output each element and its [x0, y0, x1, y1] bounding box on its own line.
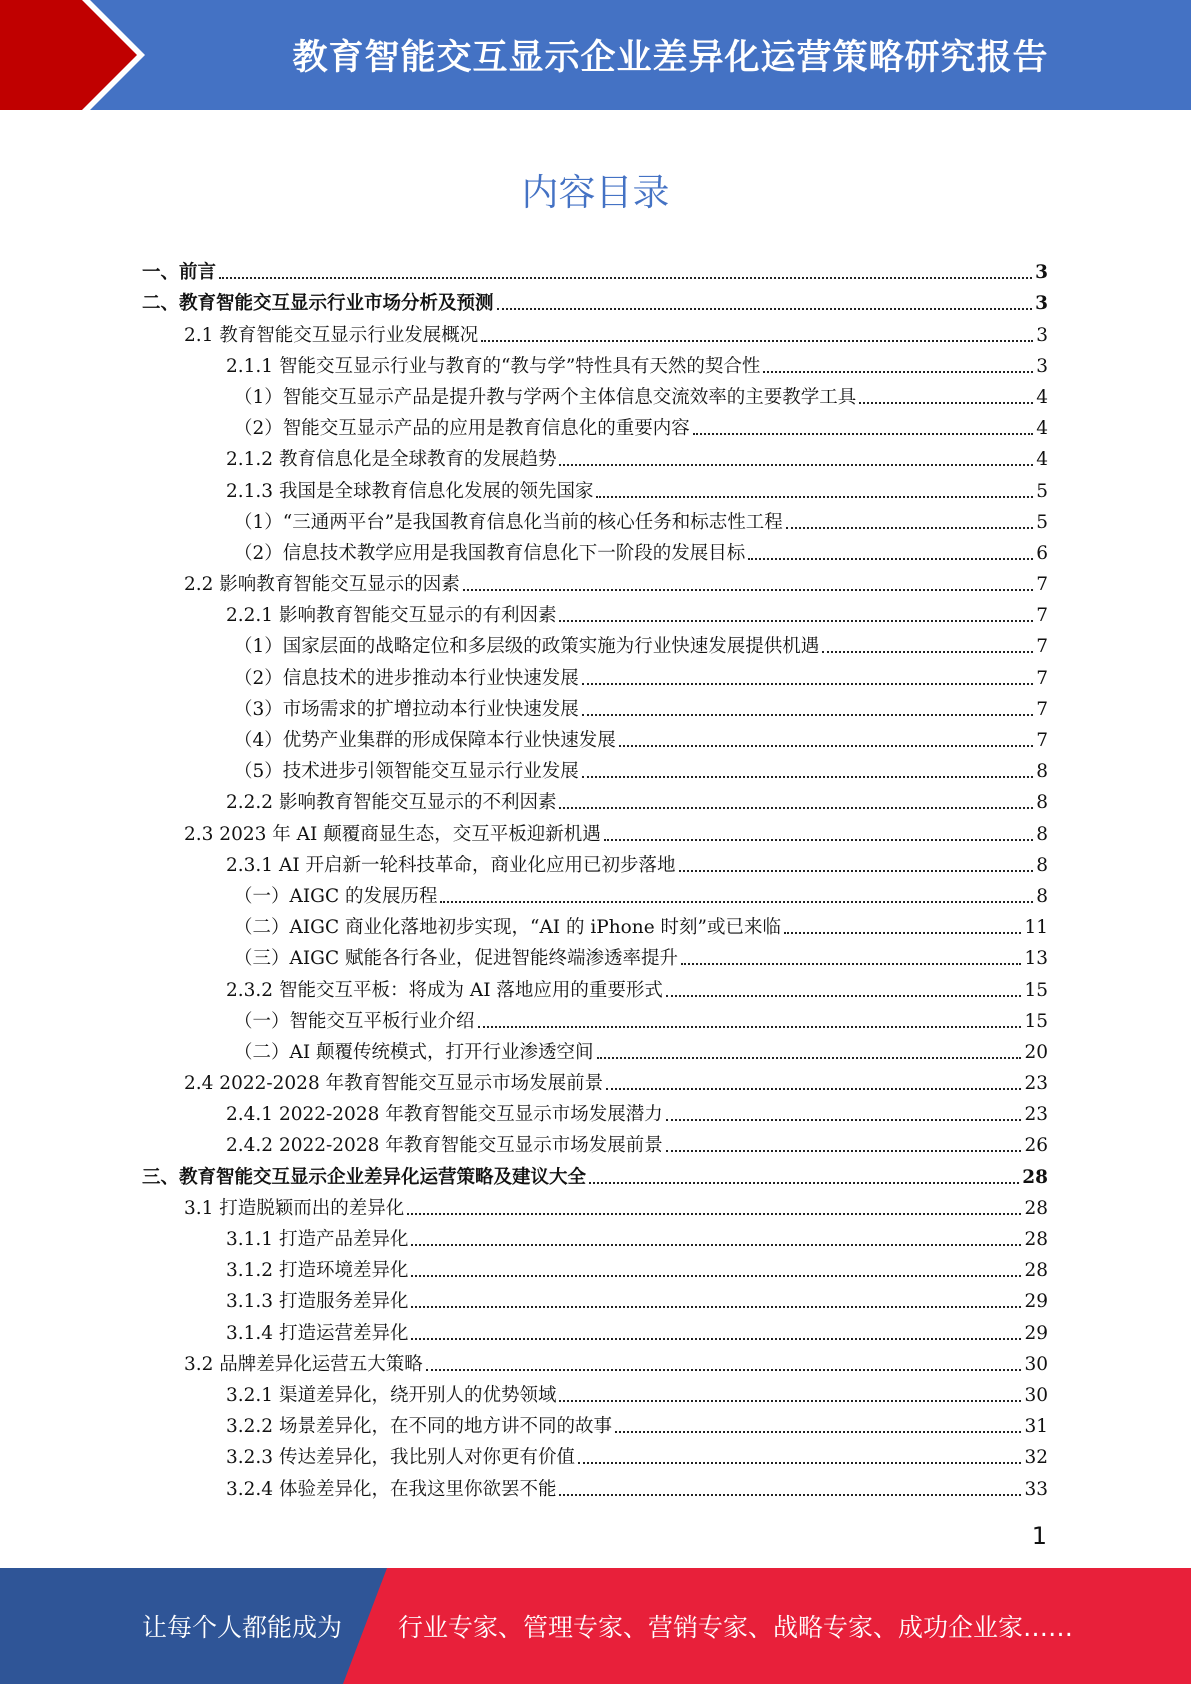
toc-entry[interactable]: [142, 1158, 1048, 1189]
toc-entry-page: 33: [1024, 1478, 1048, 1500]
toc-entry[interactable]: [142, 1314, 1048, 1345]
toc-dot-leader: [559, 806, 1033, 809]
toc-entry[interactable]: [142, 1034, 1048, 1065]
toc-dot-leader: [822, 650, 1033, 653]
toc-dot-leader: [411, 1305, 1021, 1308]
report-header-banner: [0, 0, 1191, 110]
toc-entry-page: 23: [1024, 1104, 1048, 1126]
table-of-contents: [142, 254, 1048, 1502]
toc-entry[interactable]: [142, 971, 1048, 1002]
toc-entry[interactable]: [142, 597, 1048, 628]
toc-entry-page: 3: [1036, 355, 1048, 377]
toc-entry-title: 3.1.1 打造产品差异化: [226, 1229, 409, 1250]
toc-entry-page: 11: [1024, 917, 1048, 939]
toc-entry[interactable]: [142, 753, 1048, 784]
toc-entry-title: 3.1.2 打造环境差异化: [226, 1260, 409, 1282]
toc-entry-title: 2.3.2 智能交互平板：将成为 AI 落地应用的重要形式: [226, 979, 663, 1001]
toc-entry[interactable]: [142, 1190, 1048, 1221]
toc-dot-leader: [666, 1149, 1022, 1152]
toc-entry[interactable]: [142, 1252, 1048, 1283]
toc-entry-title: （三）AIGC 赋能各行各业，促进智能终端渗透率提升: [234, 948, 678, 970]
toc-entry[interactable]: [142, 1065, 1048, 1096]
toc-entry-page: 31: [1024, 1416, 1048, 1438]
toc-heading: 内容目录: [521, 171, 670, 214]
toc-dot-leader: [559, 463, 1033, 466]
toc-entry-page: 29: [1024, 1322, 1048, 1344]
toc-dot-leader: [481, 339, 1033, 342]
toc-dot-leader: [582, 713, 1033, 716]
toc-entry-page: 8: [1036, 885, 1048, 907]
toc-entry-title: （2）信息技术的进步推动本行业快速发展: [234, 667, 579, 689]
toc-entry-title: （一）智能交互平板行业介绍: [234, 1010, 475, 1032]
toc-entry-page: 4: [1036, 386, 1048, 408]
toc-entry[interactable]: [142, 535, 1048, 566]
toc-entry[interactable]: [142, 285, 1048, 316]
toc-entry[interactable]: [142, 722, 1048, 753]
toc-dot-leader: [859, 401, 1033, 404]
toc-entry-page: 7: [1036, 574, 1048, 596]
toc-dot-leader: [619, 744, 1033, 747]
toc-dot-leader: [666, 994, 1022, 997]
toc-dot-leader: [582, 775, 1033, 778]
toc-entry-title: 二、教育智能交互显示行业市场分析及预测: [142, 293, 494, 315]
toc-entry[interactable]: [142, 1221, 1048, 1252]
toc-entry[interactable]: [142, 784, 1048, 815]
toc-dot-leader: [411, 1337, 1021, 1340]
toc-entry[interactable]: [142, 1377, 1048, 1408]
toc-dot-leader: [693, 432, 1033, 435]
toc-entry-title: 3.1.3 打造服务差异化: [226, 1291, 409, 1313]
toc-entry[interactable]: [142, 1283, 1048, 1314]
toc-entry-title: 2.1.3 我国是全球教育信息化发展的领先国家: [226, 480, 594, 502]
toc-entry-title: 2.3.1 AI 开启新一轮科技革命，商业化应用已初步落地: [226, 854, 676, 876]
toc-entry-title: 一、前言: [142, 262, 217, 284]
toc-dot-leader: [440, 900, 1033, 903]
toc-entry-title: 2.3 2023 年 AI 颠覆商显生态，交互平板迎新机遇: [184, 823, 601, 845]
toc-entry[interactable]: [142, 1470, 1048, 1501]
toc-entry-page: 4: [1036, 449, 1048, 471]
toc-entry-page: 28: [1022, 1166, 1048, 1188]
toc-entry[interactable]: [142, 1127, 1048, 1158]
toc-entry-title: 2.4 2022-2028 年教育智能交互显示市场发展前景: [184, 1073, 604, 1095]
toc-entry-title: 2.4.1 2022-2028 年教育智能交互显示市场发展潜力: [226, 1104, 663, 1126]
toc-dot-leader: [219, 276, 1032, 279]
toc-dot-leader: [578, 1461, 1021, 1464]
toc-dot-leader: [559, 619, 1033, 622]
toc-dot-leader: [763, 370, 1033, 373]
toc-entry-page: 5: [1036, 480, 1048, 502]
toc-dot-leader: [666, 1118, 1022, 1121]
toc-dot-leader: [426, 1368, 1022, 1371]
footer-slogan-left: 让每个人都能成为: [142, 1613, 343, 1642]
toc-entry-title: （1）国家层面的战略定位和多层级的政策实施为行业快速发展提供机遇: [234, 636, 820, 658]
toc-entry-page: 7: [1036, 636, 1048, 658]
toc-entry-page: 8: [1036, 823, 1048, 845]
toc-entry[interactable]: [142, 878, 1048, 909]
toc-entry-page: 23: [1024, 1073, 1048, 1095]
toc-entry-title: 3.2.3 传达差异化，我比别人对你更有价值: [226, 1447, 575, 1469]
footer-banner: [0, 1568, 1191, 1684]
toc-entry[interactable]: [142, 909, 1048, 940]
toc-entry-page: 29: [1024, 1291, 1048, 1313]
toc-entry[interactable]: [142, 410, 1048, 441]
toc-entry-title: （二）AI 颠覆传统模式，打开行业渗透空间: [234, 1041, 594, 1063]
toc-entry[interactable]: [142, 316, 1048, 347]
footer-slogan-right: 行业专家、管理专家、营销专家、战略专家、成功企业家……: [398, 1613, 1074, 1642]
toc-dot-leader: [411, 1243, 1021, 1246]
toc-entry-title: 3.1.4 打造运营差异化: [226, 1322, 409, 1344]
toc-entry[interactable]: [142, 815, 1048, 846]
toc-dot-leader: [497, 307, 1033, 310]
toc-entry-title: 2.1 教育智能交互显示行业发展概况: [184, 324, 479, 346]
toc-entry[interactable]: [142, 379, 1048, 410]
toc-entry-page: 13: [1024, 948, 1048, 970]
toc-entry[interactable]: [142, 659, 1048, 690]
toc-dot-leader: [786, 526, 1034, 529]
toc-entry-title: 3.2 品牌差异化运营五大策略: [184, 1353, 423, 1375]
toc-entry-title: （二）AIGC 商业化落地初步实现，“AI 的 iPhone 时刻”或已来临: [234, 917, 781, 939]
toc-entry-page: 15: [1024, 1010, 1048, 1032]
toc-dot-leader: [407, 1212, 1021, 1215]
toc-entry[interactable]: [142, 847, 1048, 878]
toc-entry-title: 2.4.2 2022-2028 年教育智能交互显示市场发展前景: [226, 1135, 663, 1157]
toc-entry[interactable]: [142, 691, 1048, 722]
toc-entry-page: 6: [1036, 542, 1048, 564]
toc-entry-page: 15: [1024, 979, 1048, 1001]
toc-entry[interactable]: [142, 940, 1048, 971]
toc-dot-leader: [463, 588, 1033, 591]
toc-entry-page: 7: [1036, 698, 1048, 720]
toc-entry-title: （4）优势产业集群的形成保障本行业快速发展: [234, 730, 616, 751]
toc-entry-page: 3: [1035, 293, 1048, 315]
report-title: 教育智能交互显示企业差异化运营策略研究报告: [292, 38, 1049, 78]
toc-entry-title: （1）智能交互显示产品是提升教与学两个主体信息交流效率的主要教学工具: [234, 386, 857, 408]
toc-dot-leader: [681, 962, 1021, 965]
toc-entry-page: 8: [1036, 854, 1048, 876]
toc-entry-page: 4: [1036, 418, 1048, 440]
toc-dot-leader: [478, 1025, 1022, 1028]
toc-dot-leader: [615, 1430, 1021, 1433]
toc-dot-leader: [559, 1493, 1021, 1496]
toc-entry-page: 32: [1024, 1447, 1048, 1469]
toc-entry-title: 三、教育智能交互显示企业差异化运营策略及建议大全: [142, 1166, 587, 1188]
toc-entry-page: 3: [1035, 262, 1048, 284]
toc-entry-title: 2.1.2 教育信息化是全球教育的发展趋势: [226, 449, 557, 471]
toc-entry-page: 28: [1024, 1260, 1048, 1282]
toc-dot-leader: [748, 557, 1033, 560]
toc-dot-leader: [604, 838, 1034, 841]
toc-dot-leader: [589, 1181, 1019, 1184]
toc-entry[interactable]: [142, 1439, 1048, 1470]
toc-dot-leader: [582, 682, 1033, 685]
toc-entry-title: （2）信息技术教学应用是我国教育信息化下一阶段的发展目标: [234, 542, 746, 564]
toc-entry-page: 26: [1024, 1135, 1048, 1157]
toc-entry[interactable]: [142, 441, 1048, 472]
toc-dot-leader: [784, 931, 1021, 934]
toc-entry[interactable]: [142, 254, 1048, 285]
toc-entry-page: 8: [1036, 761, 1048, 783]
toc-entry-page: 20: [1024, 1041, 1048, 1063]
toc-dot-leader: [411, 1274, 1021, 1277]
toc-entry[interactable]: [142, 348, 1048, 379]
toc-entry[interactable]: [142, 628, 1048, 659]
toc-entry[interactable]: [142, 1408, 1048, 1439]
toc-entry[interactable]: [142, 1003, 1048, 1034]
toc-entry-title: （一）AIGC 的发展历程: [234, 885, 438, 907]
toc-entry-page: 7: [1036, 667, 1048, 689]
toc-entry-page: 7: [1036, 605, 1048, 627]
toc-entry-page: 7: [1036, 730, 1048, 751]
toc-dot-leader: [597, 1056, 1022, 1059]
toc-dot-leader: [559, 1399, 1021, 1402]
toc-entry[interactable]: [142, 566, 1048, 597]
toc-entry-title: （1）“三通两平台”是我国教育信息化当前的核心任务和标志性工程: [234, 511, 783, 533]
toc-entry-title: （2）智能交互显示产品的应用是教育信息化的重要内容: [234, 418, 690, 440]
toc-entry-title: 3.2.1 渠道差异化，绕开别人的优势领域: [226, 1384, 557, 1406]
toc-entry-page: 5: [1036, 511, 1048, 533]
toc-entry[interactable]: [142, 1346, 1048, 1377]
toc-dot-leader: [679, 869, 1034, 872]
toc-entry-title: 3.1 打造脱颖而出的差异化: [184, 1197, 405, 1219]
toc-entry-page: 28: [1024, 1229, 1048, 1250]
toc-entry-title: 2.1.1 智能交互显示行业与教育的“教与学”特性具有天然的契合性: [226, 355, 761, 377]
toc-entry[interactable]: [142, 472, 1048, 503]
toc-entry-title: 3.2.4 体验差异化，在我这里你欲罢不能: [226, 1478, 557, 1500]
toc-entry-page: 28: [1024, 1197, 1048, 1219]
toc-entry-page: 3: [1036, 324, 1048, 346]
toc-entry[interactable]: [142, 1096, 1048, 1127]
toc-entry-title: 2.2 影响教育智能交互显示的因素: [184, 574, 460, 596]
toc-entry[interactable]: [142, 504, 1048, 535]
toc-dot-leader: [606, 1087, 1021, 1090]
toc-entry-page: 8: [1036, 792, 1048, 814]
toc-dot-leader: [596, 495, 1033, 498]
header-red-arrow-graphic: [0, 0, 150, 110]
toc-entry-title: （5）技术进步引领智能交互显示行业发展: [234, 761, 579, 783]
toc-entry-title: 2.2.1 影响教育智能交互显示的有利因素: [226, 605, 557, 627]
page-number: 1: [1031, 1522, 1047, 1550]
toc-entry-title: 2.2.2 影响教育智能交互显示的不利因素: [226, 792, 557, 814]
toc-entry-title: （3）市场需求的扩增拉动本行业快速发展: [234, 698, 579, 720]
toc-entry-page: 30: [1024, 1353, 1048, 1375]
toc-entry-title: 3.2.2 场景差异化，在不同的地方讲不同的故事: [226, 1416, 612, 1438]
toc-entry-page: 30: [1024, 1384, 1048, 1406]
